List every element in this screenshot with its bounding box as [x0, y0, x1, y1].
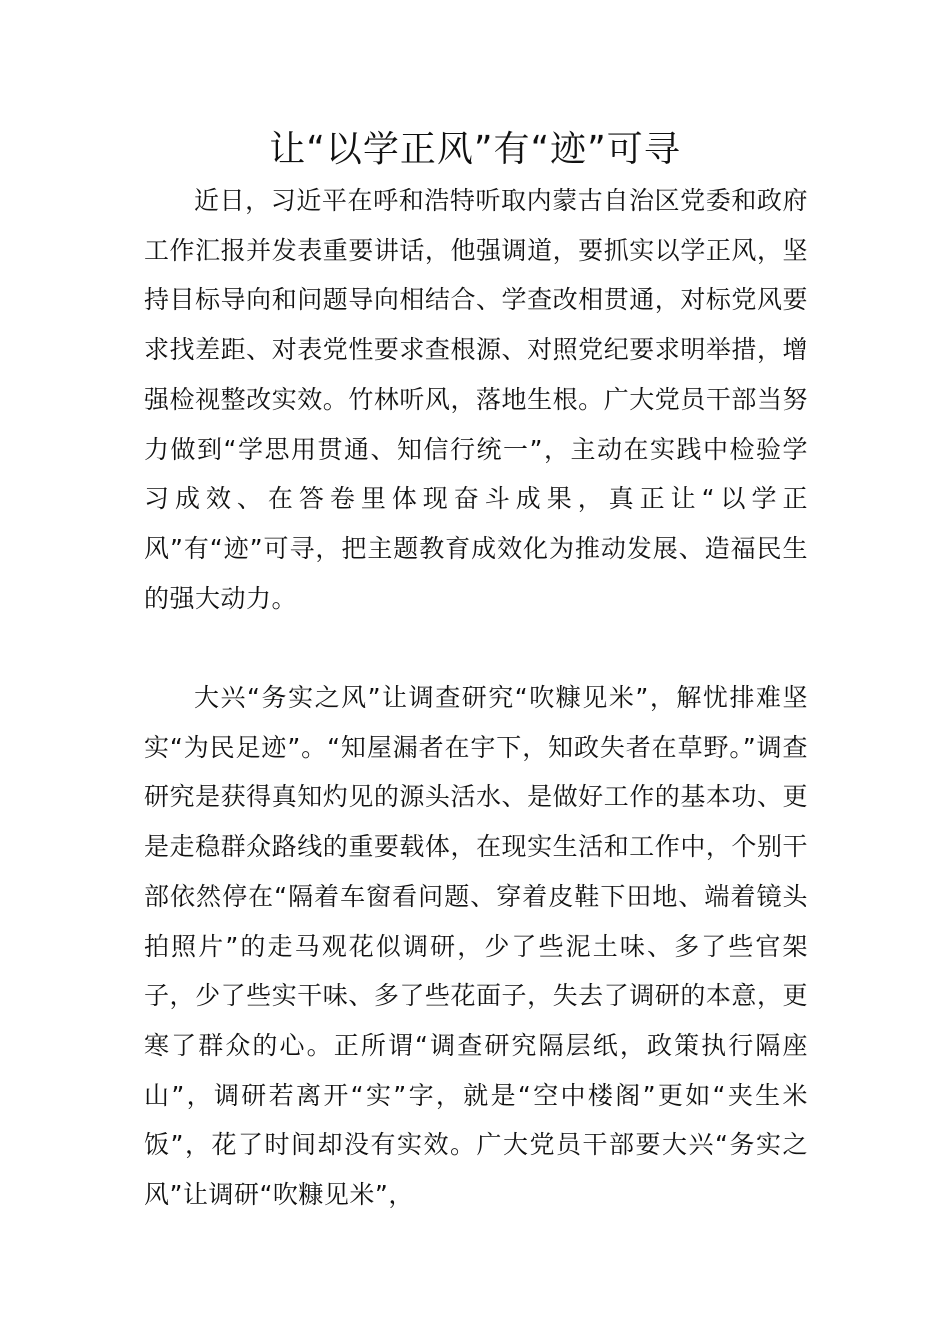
document-title: 让“以学正风”有“迹”可寻 — [269, 129, 681, 170]
paragraph-2: 大兴“务实之风”让调查研究“吹糠见米”，解忧排难坚实“为民足迹”。“知屋漏者在宇下，知政失者在草野。”调查研究是获得真知灼见的源头活水、是做好工作的基本功、更是走稳群众路线的重要载体，在现实生活和工作中，个别干部依然停在“隔着车窗看问题、穿着皮鞋下田地、端着镜头拍照片”的走马观花似调研，少了些泥土味、多了些官架子，少了些实干味、多了些花面子，失去了调研的本意，更寒了群众的心。正所谓“调查研究隔层纸，政策执行隔座山”，调研若离开“实”字，就是“空中楼阁”更如“夹生米饭”，花了时间却没有实效。广大党员干部要大兴“务实之风”让调研“吹糠见米”， — [144, 683, 808, 1210]
paragraph-1: 近日，习近平在呼和浩特听取内蒙古自治区党委和政府工作汇报并发表重要讲话，他强调道，要抓实以学正风，坚持目标导向和问题导向相结合、学查改相贯通，对标党风要求找差距、对表党性要求查根源、对照党纪要求明举措，增强检视整改实效。竹林听风，落地生根。广大党员干部当努力做到“学思用贯通、知信行统一”，主动在实践中检验学习成效、在答卷里体现奋斗成果，真正让“以学正风”有“迹”可寻，把主题教育成效化为推动发展、造福民生的强大动力。 — [144, 186, 808, 613]
